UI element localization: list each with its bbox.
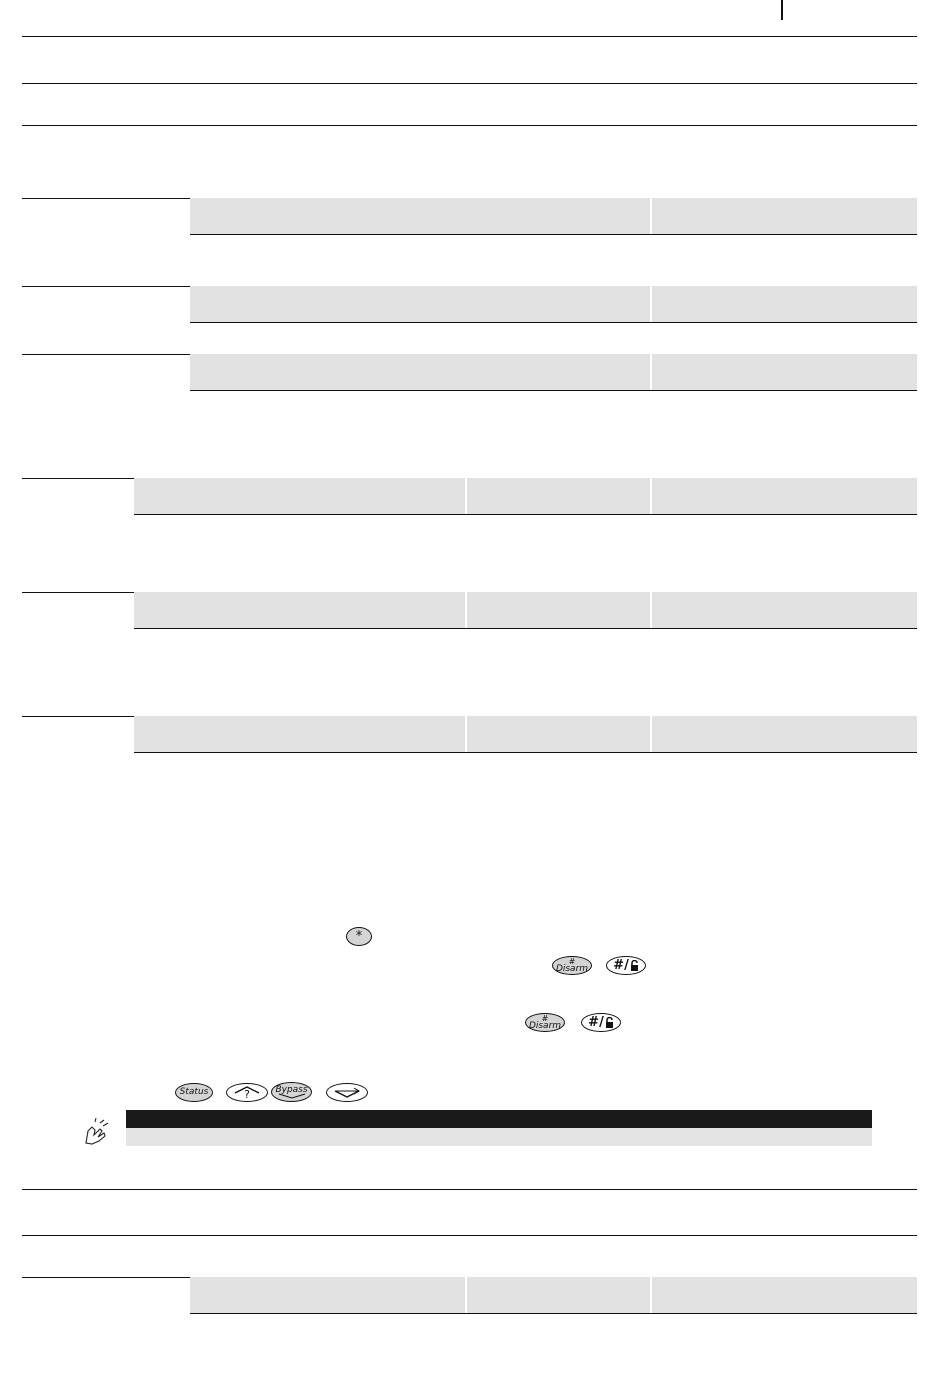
column-separator — [650, 1277, 652, 1313]
section-rule — [22, 198, 190, 199]
section-rule — [22, 478, 134, 479]
section-rule — [22, 1277, 190, 1278]
table-rule — [190, 390, 917, 391]
table-header-band — [134, 592, 917, 628]
disarm-key-icon: # Disarm — [552, 956, 592, 975]
table-header-band — [190, 198, 917, 234]
table-rule — [190, 322, 917, 323]
table-header-band — [134, 716, 917, 752]
note-header-bar — [126, 1110, 872, 1128]
table-rule — [134, 628, 917, 629]
column-separator — [650, 198, 652, 234]
table-rule — [190, 234, 917, 235]
table-header-band — [134, 478, 917, 514]
divider-rule — [22, 36, 917, 37]
bypass-key-icon: Bypass — [271, 1082, 312, 1102]
section-rule — [22, 716, 134, 717]
hash-lock-key-icon: #/ — [581, 1013, 621, 1032]
column-separator — [465, 478, 467, 514]
disarm-key-icon: # Disarm — [525, 1013, 565, 1032]
note-body — [126, 1128, 872, 1146]
divider-rule — [22, 125, 917, 126]
divider-rule — [22, 1189, 917, 1190]
column-separator — [465, 592, 467, 628]
column-separator — [650, 592, 652, 628]
star-key-icon: * — [346, 927, 372, 946]
section-rule — [22, 286, 190, 287]
table-header-band — [190, 286, 917, 322]
column-separator — [650, 716, 652, 752]
up-arrow-key-icon: ? — [226, 1083, 268, 1102]
column-separator — [650, 286, 652, 322]
note-hand-icon — [82, 1117, 114, 1147]
column-separator — [465, 716, 467, 752]
section-rule — [22, 354, 190, 355]
crop-mark — [781, 0, 783, 20]
status-key-icon: Status — [175, 1083, 213, 1102]
divider-rule — [22, 1235, 917, 1236]
table-rule — [134, 752, 917, 753]
divider-rule — [22, 83, 917, 84]
table-header-band — [190, 354, 917, 390]
table-rule — [134, 514, 917, 515]
down-arrow-key-icon — [326, 1083, 368, 1102]
table-rule — [190, 1313, 917, 1314]
table-header-band — [190, 1277, 917, 1313]
hash-lock-key-icon: #/ — [606, 956, 646, 975]
column-separator — [650, 478, 652, 514]
column-separator — [465, 1277, 467, 1313]
column-separator — [650, 354, 652, 390]
section-rule — [22, 592, 134, 593]
